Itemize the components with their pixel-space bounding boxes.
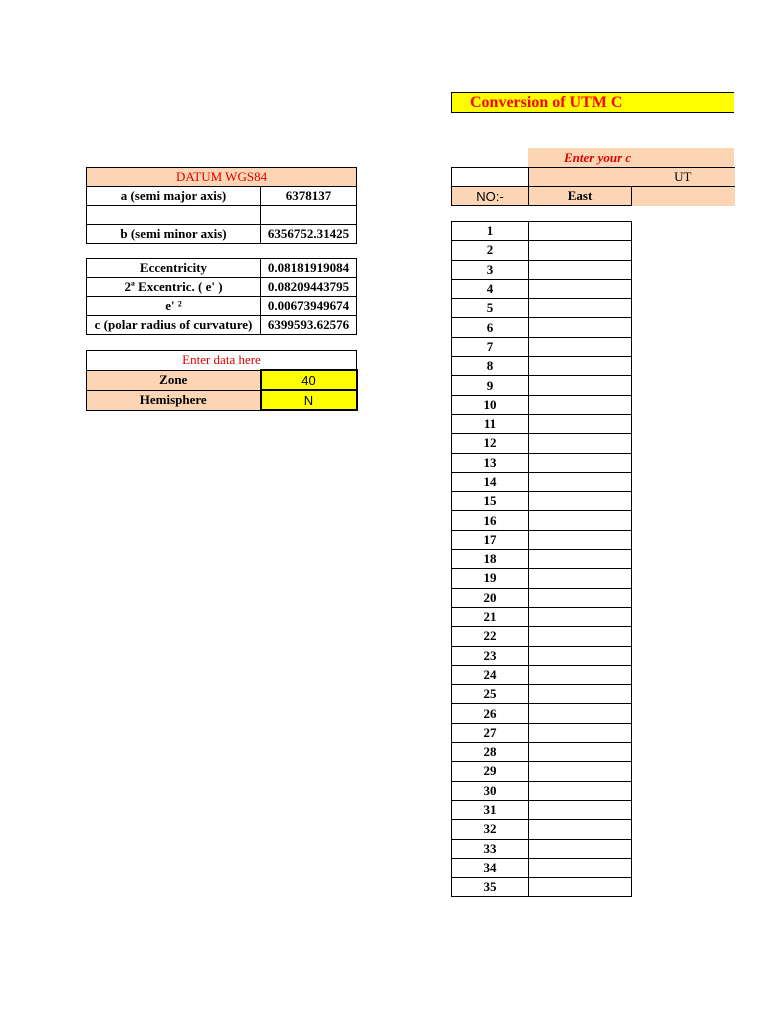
table-row	[452, 665, 632, 684]
east-input-cell[interactable]	[529, 569, 632, 588]
table-row	[452, 511, 632, 530]
row-number-cell[interactable]: 28	[452, 743, 529, 762]
east-input-cell[interactable]	[529, 414, 632, 433]
east-input-cell[interactable]	[529, 607, 632, 626]
table-row	[452, 260, 632, 279]
east-input-cell[interactable]	[529, 646, 632, 665]
north-header-hidden	[632, 187, 735, 206]
east-input-cell[interactable]	[529, 550, 632, 569]
row-number-cell[interactable]: 13	[452, 453, 529, 472]
row-number-cell[interactable]: 33	[452, 839, 529, 858]
row-number-cell[interactable]: 27	[452, 723, 529, 742]
east-input-cell[interactable]	[529, 820, 632, 839]
row-number-cell[interactable]: 30	[452, 781, 529, 800]
coords-rows-body	[452, 222, 632, 897]
table-row	[452, 607, 632, 626]
east-input-cell[interactable]	[529, 762, 632, 781]
datum-label-b[interactable]: b (semi minor axis)	[87, 225, 261, 244]
datum-value-blank[interactable]	[261, 206, 357, 225]
table-row	[452, 858, 632, 877]
e-prime-squared-label[interactable]: e' ²	[87, 297, 261, 316]
row-number-cell[interactable]: 25	[452, 685, 529, 704]
table-row	[452, 530, 632, 549]
east-input-cell[interactable]	[529, 665, 632, 684]
east-input-cell[interactable]	[529, 395, 632, 414]
row-number-cell[interactable]: 29	[452, 762, 529, 781]
table-row	[452, 318, 632, 337]
table-row	[452, 685, 632, 704]
table-row	[452, 241, 632, 260]
east-input-cell[interactable]	[529, 222, 632, 241]
input-header: Enter data here	[87, 351, 357, 371]
zone-label: Zone	[87, 370, 261, 390]
polar-radius-label[interactable]: c (polar radius of curvature)	[87, 316, 261, 335]
table-row	[452, 588, 632, 607]
east-input-cell[interactable]	[529, 337, 632, 356]
datum-value-b[interactable]: 6356752.31425	[261, 225, 357, 244]
utm-header[interactable]	[529, 168, 735, 187]
table-row	[452, 762, 632, 781]
table-row	[452, 646, 632, 665]
enter-coordinates-text: Enter your c	[564, 150, 632, 165]
row-number-cell[interactable]: 3	[452, 260, 529, 279]
datum-header[interactable]: DATUM WGS84	[87, 168, 357, 187]
row-number-cell[interactable]: 23	[452, 646, 529, 665]
sheet-title-banner	[451, 92, 734, 113]
zone-input[interactable]: 40	[261, 370, 357, 390]
east-input-cell[interactable]	[529, 241, 632, 260]
table-row	[452, 800, 632, 819]
row-number-cell[interactable]: 22	[452, 627, 529, 646]
enter-coordinates-banner	[528, 148, 734, 168]
table-row	[452, 222, 632, 241]
row-number-cell[interactable]: 2	[452, 241, 529, 260]
no-header-top[interactable]	[452, 168, 529, 187]
sheet-title: Conversion of UTM C	[470, 94, 623, 111]
row-number-cell[interactable]: 16	[452, 511, 529, 530]
east-input-cell[interactable]	[529, 704, 632, 723]
east-input-cell[interactable]	[529, 743, 632, 762]
datum-label-blank[interactable]	[87, 206, 261, 225]
table-row	[452, 376, 632, 395]
row-number-cell[interactable]: 19	[452, 569, 529, 588]
input-table	[86, 350, 358, 411]
row-number-cell[interactable]: 10	[452, 395, 529, 414]
hemisphere-input[interactable]: N	[261, 390, 357, 410]
table-row	[452, 492, 632, 511]
table-row	[452, 472, 632, 491]
east-input-cell[interactable]	[529, 723, 632, 742]
table-row	[452, 337, 632, 356]
ecc-value[interactable]: 0.08181919084	[261, 259, 357, 278]
table-row	[452, 414, 632, 433]
row-number-cell[interactable]: 7	[452, 337, 529, 356]
row-number-cell[interactable]: 14	[452, 472, 529, 491]
east-input-cell[interactable]	[529, 357, 632, 376]
table-row	[452, 569, 632, 588]
second-ecc-value[interactable]: 0.08209443795	[261, 278, 357, 297]
polar-radius-value[interactable]: 6399593.62576	[261, 316, 357, 335]
table-row	[452, 279, 632, 298]
east-input-cell[interactable]	[529, 260, 632, 279]
ecc-label[interactable]: Eccentricity	[87, 259, 261, 278]
no-header[interactable]: NO:-	[452, 187, 529, 206]
table-row	[452, 627, 632, 646]
row-number-cell[interactable]: 9	[452, 376, 529, 395]
row-number-cell[interactable]: 1	[452, 222, 529, 241]
east-input-cell[interactable]	[529, 376, 632, 395]
datum-table	[86, 167, 357, 244]
east-input-cell[interactable]	[529, 800, 632, 819]
table-row	[452, 299, 632, 318]
table-row	[452, 723, 632, 742]
table-row	[452, 839, 632, 858]
row-number-cell[interactable]: 12	[452, 434, 529, 453]
east-input-cell[interactable]	[529, 530, 632, 549]
east-input-cell[interactable]	[529, 781, 632, 800]
row-number-cell[interactable]: 21	[452, 607, 529, 626]
east-input-cell[interactable]	[529, 511, 632, 530]
row-number-cell[interactable]: 34	[452, 858, 529, 877]
east-input-cell[interactable]	[529, 627, 632, 646]
east-input-cell[interactable]	[529, 492, 632, 511]
datum-value-a[interactable]: 6378137	[261, 187, 357, 206]
row-number-cell[interactable]: 32	[452, 820, 529, 839]
table-row	[452, 395, 632, 414]
east-input-cell[interactable]	[529, 858, 632, 877]
row-number-cell[interactable]: 4	[452, 279, 529, 298]
table-row	[452, 453, 632, 472]
row-number-cell[interactable]: 20	[452, 588, 529, 607]
east-input-cell[interactable]	[529, 472, 632, 491]
east-input-cell[interactable]	[529, 279, 632, 298]
hemisphere-label: Hemisphere	[87, 390, 261, 410]
coords-rows-table	[451, 221, 632, 897]
e-prime-squared-value[interactable]: 0.00673949674	[261, 297, 357, 316]
enter-banner-overflow-mask	[632, 148, 734, 168]
row-number-cell[interactable]: 11	[452, 414, 529, 433]
row-number-cell[interactable]: 17	[452, 530, 529, 549]
row-number-cell[interactable]: 26	[452, 704, 529, 723]
row-number-cell[interactable]: 31	[452, 800, 529, 819]
row-number-cell[interactable]: 24	[452, 665, 529, 684]
table-row	[452, 820, 632, 839]
east-input-cell[interactable]	[529, 318, 632, 337]
table-row	[452, 357, 632, 376]
east-input-cell[interactable]	[529, 685, 632, 704]
table-row	[452, 434, 632, 453]
east-input-cell[interactable]	[529, 588, 632, 607]
row-number-cell[interactable]: 8	[452, 357, 529, 376]
east-input-cell[interactable]	[529, 434, 632, 453]
east-input-cell[interactable]	[529, 839, 632, 858]
utm-header-text: UT	[674, 169, 692, 184]
row-number-cell[interactable]: 5	[452, 299, 529, 318]
table-row	[452, 781, 632, 800]
table-row	[452, 550, 632, 569]
title-overflow-mask	[632, 93, 734, 112]
row-number-cell[interactable]: 6	[452, 318, 529, 337]
east-input-cell[interactable]	[529, 299, 632, 318]
table-row	[452, 878, 632, 897]
table-row	[452, 743, 632, 762]
row-number-cell[interactable]: 35	[452, 878, 529, 897]
table-row	[452, 704, 632, 723]
row-number-cell[interactable]: 15	[452, 492, 529, 511]
eccentricity-table	[86, 258, 357, 335]
east-input-cell[interactable]	[529, 878, 632, 897]
datum-label-a[interactable]: a (semi major axis)	[87, 187, 261, 206]
row-number-cell[interactable]: 18	[452, 550, 529, 569]
east-header[interactable]: East	[529, 187, 632, 206]
east-input-cell[interactable]	[529, 453, 632, 472]
second-ecc-label[interactable]: 2ª Excentric. ( e' )	[87, 278, 261, 297]
coords-header-table	[451, 167, 735, 206]
